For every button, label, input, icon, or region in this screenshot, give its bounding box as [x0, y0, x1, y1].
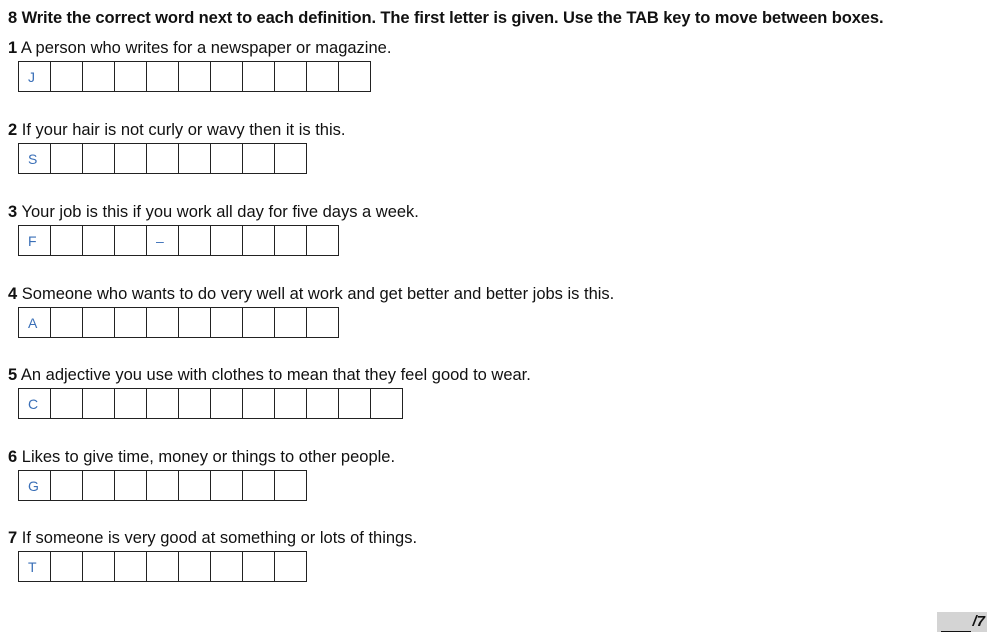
letter-input-box[interactable] — [178, 143, 211, 174]
question-text — [8, 284, 614, 304]
question-definition: A person who writes for a newspaper or magazine. — [20, 39, 392, 57]
letter-input-box[interactable] — [82, 307, 115, 338]
question-text — [8, 120, 345, 140]
question-text — [8, 447, 395, 467]
question-2 — [8, 120, 345, 174]
question-text — [8, 365, 531, 385]
letter-input-box[interactable] — [114, 307, 147, 338]
letter-input-box[interactable] — [306, 307, 339, 338]
letter-input-box[interactable] — [50, 551, 83, 582]
given-letter-box — [18, 388, 51, 419]
exercise-instruction — [8, 9, 883, 28]
question-number: 4 — [8, 285, 18, 303]
letter-input-box[interactable] — [210, 388, 243, 419]
letter-input-box[interactable] — [242, 307, 275, 338]
letter-input-box[interactable] — [114, 143, 147, 174]
score-blank — [941, 617, 971, 632]
given-letter-box — [18, 470, 51, 501]
question-number: 2 — [8, 121, 18, 139]
letter-input-box[interactable] — [338, 388, 371, 419]
letter-boxes — [18, 307, 614, 338]
letter-input-box[interactable] — [114, 61, 147, 92]
exercise-instruction-text: Write the correct word next to each definition. The first letter is given. Use the TAB key to move between boxes. — [21, 9, 884, 27]
question-definition: If someone is very good at something or lots of things. — [21, 529, 418, 547]
letter-input-box[interactable] — [178, 307, 211, 338]
question-text — [8, 202, 419, 222]
letter-input-box[interactable] — [274, 307, 307, 338]
letter-input-box[interactable] — [274, 225, 307, 256]
letter-input-box[interactable] — [114, 225, 147, 256]
letter-input-box[interactable] — [82, 388, 115, 419]
letter-input-box[interactable] — [178, 551, 211, 582]
question-7 — [8, 528, 417, 582]
letter-input-box[interactable] — [210, 61, 243, 92]
letter-input-box[interactable] — [82, 225, 115, 256]
letter-boxes — [18, 225, 419, 256]
question-text — [8, 38, 391, 58]
letter-input-box[interactable] — [242, 470, 275, 501]
letter-input-box[interactable] — [242, 388, 275, 419]
score-total: /7 — [972, 613, 985, 630]
question-definition: Your job is this if you work all day for five days a week. — [21, 203, 419, 221]
letter-input-box[interactable] — [114, 551, 147, 582]
letter-input-box[interactable] — [146, 551, 179, 582]
letter-input-box[interactable] — [210, 551, 243, 582]
letter-input-box[interactable] — [114, 388, 147, 419]
letter-input-box[interactable] — [210, 143, 243, 174]
letter-input-box[interactable] — [178, 388, 211, 419]
letter-input-box[interactable] — [146, 470, 179, 501]
letter-input-box[interactable] — [82, 470, 115, 501]
letter-input-box[interactable] — [50, 225, 83, 256]
letter-input-box[interactable] — [242, 225, 275, 256]
score-box — [937, 612, 987, 632]
letter-input-box[interactable] — [50, 470, 83, 501]
letter-boxes — [18, 470, 395, 501]
letter-input-box[interactable] — [114, 470, 147, 501]
letter-input-box[interactable] — [242, 143, 275, 174]
letter-input-box[interactable] — [210, 307, 243, 338]
question-definition: Someone who wants to do very well at work and get better and better jobs is this. — [21, 285, 615, 303]
letter-input-box[interactable] — [274, 551, 307, 582]
given-letter-box — [18, 61, 51, 92]
letter-input-box[interactable] — [50, 143, 83, 174]
letter-boxes — [18, 143, 345, 174]
letter-input-box[interactable] — [338, 61, 371, 92]
letter-input-box[interactable] — [274, 470, 307, 501]
letter-input-box[interactable] — [146, 307, 179, 338]
letter-input-box[interactable] — [178, 470, 211, 501]
question-3 — [8, 202, 419, 256]
question-6 — [8, 447, 395, 501]
letter-input-box[interactable] — [146, 61, 179, 92]
question-definition: If your hair is not curly or wavy then it is this. — [21, 121, 346, 139]
letter-input-box[interactable] — [274, 388, 307, 419]
question-definition: An adjective you use with clothes to mean that they feel good to wear. — [20, 366, 531, 384]
question-number: 7 — [8, 529, 18, 547]
letter-input-box[interactable] — [50, 388, 83, 419]
letter-input-box[interactable] — [178, 61, 211, 92]
letter-boxes — [18, 388, 531, 419]
question-5 — [8, 365, 531, 419]
letter-input-box[interactable] — [306, 388, 339, 419]
letter-input-box[interactable] — [178, 225, 211, 256]
letter-input-box[interactable] — [210, 225, 243, 256]
question-number: 6 — [8, 448, 18, 466]
letter-input-box[interactable] — [274, 143, 307, 174]
exercise-number: 8 — [8, 9, 18, 27]
question-definition: Likes to give time, money or things to other people. — [21, 448, 396, 466]
letter-input-box[interactable] — [274, 61, 307, 92]
given-letter-box — [18, 225, 51, 256]
letter-input-box[interactable] — [50, 61, 83, 92]
letter-input-box[interactable] — [242, 551, 275, 582]
letter-input-box[interactable] — [146, 143, 179, 174]
question-text — [8, 528, 417, 548]
letter-input-box[interactable] — [82, 61, 115, 92]
question-4 — [8, 284, 614, 338]
question-number: 1 — [8, 39, 18, 57]
letter-input-box[interactable] — [50, 307, 83, 338]
given-letter-box — [18, 307, 51, 338]
letter-boxes — [18, 551, 417, 582]
letter-input-box[interactable] — [210, 470, 243, 501]
given-letter-box — [18, 143, 51, 174]
letter-input-box[interactable] — [82, 551, 115, 582]
question-number: 5 — [8, 366, 18, 384]
letter-input-box[interactable] — [306, 225, 339, 256]
given-letter-box — [18, 551, 51, 582]
letter-boxes — [18, 61, 391, 92]
question-number: 3 — [8, 203, 18, 221]
letter-input-box[interactable] — [82, 143, 115, 174]
letter-input-box[interactable] — [242, 61, 275, 92]
question-1 — [8, 38, 391, 92]
letter-input-box[interactable] — [146, 388, 179, 419]
letter-input-box[interactable] — [370, 388, 403, 419]
letter-input-box[interactable] — [306, 61, 339, 92]
hyphen-box — [146, 225, 179, 256]
